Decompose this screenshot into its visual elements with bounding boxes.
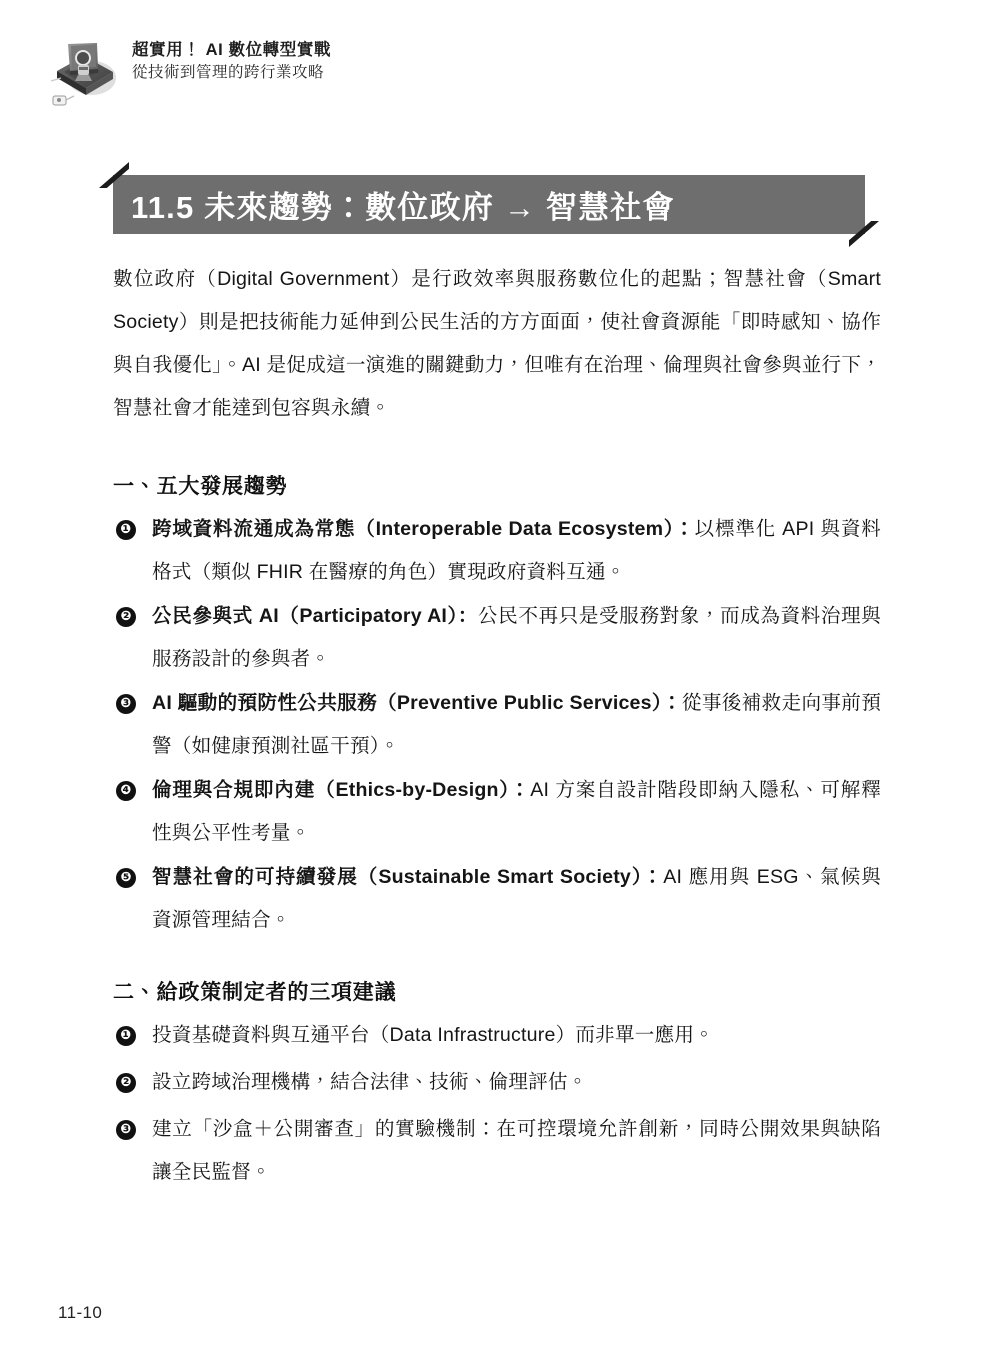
bullet-number-icon: ❸ xyxy=(116,1120,136,1140)
section-title-text: 11.5 未來趨勢：數位政府 → 智慧社會 xyxy=(131,190,675,225)
bullet-number-icon: ❷ xyxy=(116,1073,136,1093)
list-item-term: 跨域資料流通成為常態（Interoperable Data Ecosystem）： xyxy=(152,518,695,540)
book-logo-icon xyxy=(48,34,120,112)
bullet-number-icon: ❷ xyxy=(116,607,136,627)
list-item-body: 公民不再只是受服務對象，而成為資料治理與服務設計的參與者。 xyxy=(152,605,882,670)
book-subtitle: 從技術到管理的跨行業攻略 xyxy=(132,64,325,82)
list-item xyxy=(113,1061,881,1104)
bullet-number-icon: ❺ xyxy=(116,868,136,888)
bullet-number-icon: ❶ xyxy=(116,1026,136,1046)
intro-paragraph: 數位政府（Digital Government）是行政效率與服務數位化的起點；智慧社會（Smart Society）則是把技術能力延伸到公民生活的方方面面，使社會資源能「即時感知、協作與自我優化」。AI 是促成這一演進的關鍵動力，但唯有在治理、倫理與社會參與並行下，智慧社會才能達到包容與永續。 xyxy=(113,268,881,419)
trend-list xyxy=(113,508,881,942)
list-item-body: AI 方案自設計階段即納入隱私、可解釋性與公平性考量。 xyxy=(152,779,881,844)
bullet-number-icon: ❸ xyxy=(116,694,136,714)
list-item-body: 建立「沙盒＋公開審查」的實驗機制：在可控環境允許創新，同時公開效果與缺陷讓全民監督。 xyxy=(152,1118,881,1183)
list-item-body: AI 應用與 ESG、氣候與資源管理結合。 xyxy=(152,866,881,931)
bullet-number-icon: ❶ xyxy=(116,520,136,540)
section-heading-1: 一、五大發展趨勢 xyxy=(113,475,288,498)
list-item xyxy=(113,856,881,942)
list-item-body: 投資基礎資料與互通平台（Data Infrastructure）而非單一應用。 xyxy=(152,1024,714,1046)
page-running-header xyxy=(48,34,331,112)
list-item-body: 設立跨域治理機構，結合法律、技術、倫理評估。 xyxy=(152,1071,588,1093)
list-item xyxy=(113,1014,881,1057)
list-item xyxy=(113,1108,881,1194)
header-title-group xyxy=(132,34,331,83)
list-item xyxy=(113,508,881,594)
section-heading-2: 二、給政策制定者的三項建議 xyxy=(113,981,397,1004)
list-item-body: 從事後補救走向事前預警（如健康預測社區干預）。 xyxy=(152,692,881,757)
list-item-term: 智慧社會的可持續發展（Sustainable Smart Society）： xyxy=(152,866,664,888)
list-item xyxy=(113,595,881,681)
list-item xyxy=(113,682,881,768)
list-item xyxy=(113,769,881,855)
list-item-term: 倫理與合規即內建（Ethics-by-Design）： xyxy=(152,779,531,801)
page-content xyxy=(113,258,881,1198)
advice-list xyxy=(113,1014,881,1194)
list-item-term: 公民參與式 AI（Participatory AI）： xyxy=(152,605,478,627)
bullet-number-icon: ❹ xyxy=(116,781,136,801)
list-item-body: 以標準化 API 與資料格式（類似 FHIR 在醫療的角色）實現政府資料互通。 xyxy=(152,518,881,583)
section-title-banner xyxy=(113,175,865,234)
list-item-term: AI 驅動的預防性公共服務（Preventive Public Services）： xyxy=(152,692,682,714)
page-number: 11-10 xyxy=(58,1303,103,1322)
book-title: 超實用！ AI 數位轉型實戰 xyxy=(132,41,332,59)
